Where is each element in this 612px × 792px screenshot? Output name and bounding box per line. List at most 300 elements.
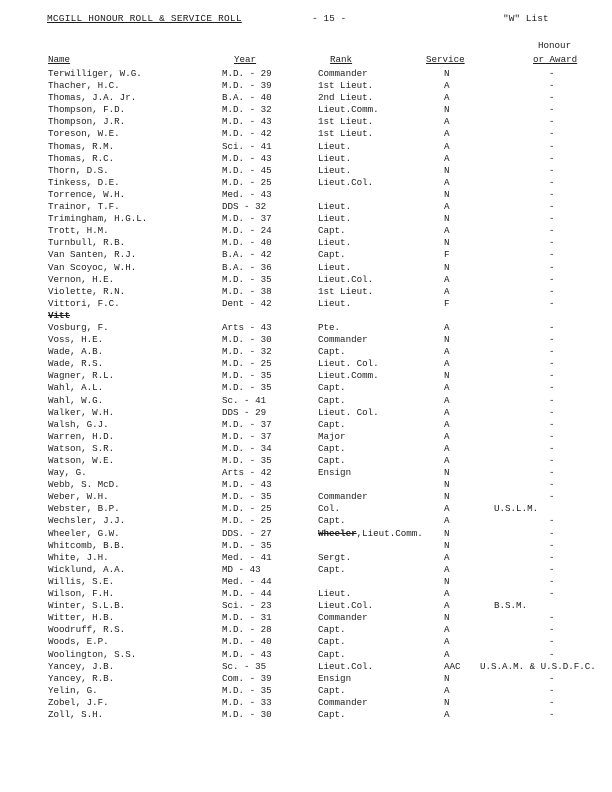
year-cell: Med. - 43 — [222, 188, 272, 200]
rank-cell: Ensign — [318, 467, 352, 479]
rank-cell: Commander — [318, 696, 368, 708]
name-cell: Van Scoyoc, W.H. — [48, 261, 137, 273]
rank-cell: Pte. — [318, 321, 341, 333]
table-row — [0, 274, 612, 286]
award-cell: - — [549, 684, 555, 696]
service-cell: A — [444, 588, 450, 600]
table-row — [0, 491, 612, 503]
rank-cell: Capt. — [318, 249, 346, 261]
award-cell: B.S.M. — [494, 600, 528, 612]
name-cell: Webster, B.P. — [48, 503, 120, 515]
rank-cell: Lieut. — [318, 297, 352, 309]
award-cell: - — [549, 321, 555, 333]
service-cell: A — [444, 116, 450, 128]
rank-cell: Lieut.Col. — [318, 176, 374, 188]
year-cell: M.D. - 35 — [222, 684, 272, 696]
year-cell: M.D. - 32 — [222, 346, 272, 358]
award-cell: - — [549, 80, 555, 92]
rank-cell: Capt. — [318, 624, 346, 636]
struck-text: Wheeler — [318, 527, 357, 539]
rank-text: Lieut.Comm. — [362, 527, 423, 539]
year-cell: M.D. - 30 — [222, 334, 272, 346]
name-cell: Thomas, R.M. — [48, 140, 115, 152]
name-cell: Thacher, H.C. — [48, 80, 120, 92]
service-cell: N — [444, 68, 450, 79]
year-cell: Sc. - 41 — [222, 394, 267, 406]
name-cell: Wahl, W.G. — [48, 394, 104, 406]
year-cell: M.D. - 43 — [222, 648, 272, 660]
award-cell: - — [549, 455, 555, 466]
table-row — [0, 322, 612, 334]
service-cell: A — [444, 201, 450, 213]
rank-cell: Capt. — [318, 648, 346, 660]
table-row — [0, 141, 612, 153]
rank-cell: Capt. — [318, 382, 346, 394]
year-cell: M.D. - 24 — [222, 225, 272, 237]
name-cell: Yancey, J.B. — [48, 660, 115, 672]
year-cell: M.D. - 37 — [222, 430, 272, 442]
award-cell: - — [549, 285, 555, 297]
table-row — [0, 624, 612, 636]
award-cell: U.S.A.M. & U.S.D.F.C. — [480, 660, 596, 672]
year-cell: M.D. - 32 — [222, 104, 272, 116]
year-cell: M.D. - 42 — [222, 128, 272, 140]
table-row — [0, 346, 612, 358]
year-cell: M.D. - 37 — [222, 418, 272, 430]
award-cell: - — [549, 176, 555, 188]
service-cell: N — [444, 575, 450, 587]
service-cell: F — [444, 249, 450, 261]
name-cell: Zobel, J.F. — [48, 696, 109, 708]
year-cell: Sci. - 23 — [222, 600, 272, 612]
service-cell: A — [444, 92, 450, 104]
service-cell: A — [444, 358, 450, 370]
year-cell: M.D. - 45 — [222, 164, 272, 176]
rank-cell: Lieut. — [318, 140, 352, 152]
award-cell: - — [549, 648, 555, 660]
name-cell: Thompson, F.D. — [48, 104, 126, 116]
service-cell: A — [444, 648, 450, 660]
service-cell: N — [444, 612, 450, 624]
service-cell: A — [444, 503, 450, 515]
year-cell: M.D. - 33 — [222, 696, 272, 708]
year-cell: M.D. - 35 — [222, 539, 272, 551]
rank-cell: Lieut.Comm. — [318, 370, 379, 382]
column-header-name: Name — [48, 54, 71, 65]
award-cell: - — [549, 491, 555, 503]
service-cell: N — [444, 261, 450, 273]
service-cell: A — [444, 442, 450, 454]
table-row — [0, 515, 612, 527]
table-row — [0, 685, 612, 697]
award-cell: - — [549, 442, 555, 454]
rank-cell — [318, 528, 423, 540]
rank-cell: Capt. — [318, 708, 346, 720]
table-row — [0, 213, 612, 225]
table-row — [0, 249, 612, 261]
award-cell: - — [549, 68, 555, 79]
service-cell: A — [444, 418, 450, 430]
name-cell: White, J.H. — [48, 551, 109, 563]
service-cell: N — [444, 491, 450, 503]
table-row — [0, 128, 612, 140]
year-cell: M.D. - 35 — [222, 370, 272, 382]
rank-cell: Commander — [318, 334, 368, 346]
award-cell: - — [549, 394, 555, 406]
award-cell: - — [549, 479, 555, 491]
award-cell: - — [549, 708, 555, 720]
name-cell: Wicklund, A.A. — [48, 563, 126, 575]
service-cell: A — [444, 636, 450, 648]
rank-cell: Commander — [318, 491, 368, 503]
service-cell: N — [444, 334, 450, 346]
service-cell: A — [444, 515, 450, 527]
year-cell: M.D. - 25 — [222, 515, 272, 527]
service-cell: A — [444, 600, 450, 612]
name-cell: Wahl, A.L. — [48, 382, 104, 394]
year-cell: M.D. - 25 — [222, 503, 272, 515]
rank-cell: Sergt. — [318, 551, 352, 563]
table-row — [0, 588, 612, 600]
column-header-year: Year — [234, 54, 257, 65]
table-row — [0, 165, 612, 177]
award-cell: - — [549, 297, 555, 309]
name-cell: Willis, S.E. — [48, 575, 115, 587]
name-cell: Yancey, R.B. — [48, 672, 115, 684]
name-cell: Woods, E.P. — [48, 636, 109, 648]
service-cell: A — [444, 128, 450, 140]
award-cell: - — [549, 370, 555, 382]
rank-cell: Lieut. — [318, 237, 352, 249]
year-cell: M.D. - 35 — [222, 491, 272, 503]
service-cell: A — [444, 80, 450, 92]
table-row — [0, 370, 612, 382]
service-cell: N — [444, 213, 450, 225]
service-cell: A — [444, 708, 450, 720]
service-cell: A — [444, 321, 450, 333]
award-cell: U.S.L.M. — [494, 503, 539, 515]
table-row — [0, 225, 612, 237]
year-cell: MD - 43 — [222, 563, 261, 575]
roll-table — [0, 68, 612, 721]
service-cell: AAC — [444, 660, 461, 672]
rank-cell: Lieut. Col. — [318, 406, 379, 418]
name-cell: Woodruff, R.S. — [48, 624, 126, 636]
service-cell: A — [444, 152, 450, 164]
table-row — [0, 92, 612, 104]
year-cell: Med. - 41 — [222, 551, 272, 563]
name-cell: Tinkess, D.E. — [48, 176, 120, 188]
service-cell: F — [444, 297, 450, 309]
name-cell: Toreson, W.E. — [48, 128, 120, 140]
name-cell: Turnbull, R.B. — [48, 237, 126, 249]
rank-cell: Commander — [318, 612, 368, 624]
rank-cell: Ensign — [318, 672, 352, 684]
service-cell: N — [444, 539, 450, 551]
name-cell: Trainor, T.F. — [48, 201, 120, 213]
table-row — [0, 116, 612, 128]
name-cell: Thompson, J.R. — [48, 116, 126, 128]
table-row — [0, 540, 612, 552]
service-cell: A — [444, 273, 450, 285]
name-cell: Warren, H.D. — [48, 430, 115, 442]
service-cell: A — [444, 394, 450, 406]
service-cell: A — [444, 624, 450, 636]
table-row — [0, 153, 612, 165]
rank-cell: Capt. — [318, 684, 346, 696]
year-cell: M.D. - 31 — [222, 612, 272, 624]
year-cell: M.D. - 29 — [222, 68, 272, 79]
rank-cell: Lieut. — [318, 201, 352, 213]
year-cell: Med. - 44 — [222, 575, 272, 587]
rank-cell: Lieut.Col. — [318, 660, 374, 672]
award-cell: - — [549, 575, 555, 587]
rank-cell: Lieut.Comm. — [318, 104, 379, 116]
service-cell: N — [444, 164, 450, 176]
award-cell: - — [549, 551, 555, 563]
rank-cell: Lieut. — [318, 261, 352, 273]
name-cell: Thomas, J.A. Jr. — [48, 92, 137, 104]
table-row — [0, 80, 612, 92]
award-cell: - — [549, 188, 555, 200]
rank-cell: 1st Lieut. — [318, 116, 374, 128]
rank-cell: Col. — [318, 503, 341, 515]
award-cell: - — [549, 152, 555, 164]
service-cell: N — [444, 479, 450, 491]
name-cell: Thorn, D.S. — [48, 164, 109, 176]
award-cell: - — [549, 672, 555, 684]
table-row — [0, 189, 612, 201]
table-row — [0, 443, 612, 455]
award-cell: - — [549, 382, 555, 394]
award-cell: - — [549, 164, 555, 176]
name-cell: Violette, R.N. — [48, 285, 126, 297]
table-row — [0, 286, 612, 298]
year-cell: Sci. - 41 — [222, 140, 272, 152]
year-cell: DDS - 32 — [222, 201, 267, 213]
name-cell: Zoll, S.H. — [48, 708, 104, 720]
name-cell: Yelin, G. — [48, 684, 98, 696]
rank-cell: Lieut.Col. — [318, 273, 374, 285]
name-cell: Watson, W.E. — [48, 455, 115, 466]
table-row — [0, 661, 612, 673]
award-cell: - — [549, 346, 555, 358]
year-cell: M.D. - 34 — [222, 442, 272, 454]
table-row — [0, 407, 612, 419]
service-cell: N — [444, 696, 450, 708]
name-cell: Wheeler, G.W. — [48, 527, 120, 539]
rank-cell: Capt. — [318, 563, 346, 575]
name-cell: Whitcomb, B.B. — [48, 539, 126, 551]
award-cell: - — [549, 261, 555, 273]
award-cell: - — [549, 225, 555, 237]
year-cell: M.D. - 35 — [222, 273, 272, 285]
award-cell: - — [549, 612, 555, 624]
year-cell: M.D. - 25 — [222, 176, 272, 188]
table-row — [0, 334, 612, 346]
page-number: - 15 - — [312, 13, 347, 24]
year-cell: Arts - 42 — [222, 467, 272, 479]
rank-cell: Capt. — [318, 515, 346, 527]
award-cell: - — [549, 92, 555, 104]
list-label: "W" List — [503, 13, 549, 24]
year-cell: Com. - 39 — [222, 672, 272, 684]
table-row — [0, 649, 612, 661]
name-cell: Terwilliger, W.G. — [48, 68, 142, 79]
name-cell: Woolington, S.S. — [48, 648, 137, 660]
table-row — [0, 564, 612, 576]
document-title: MCGILL HONOUR ROLL & SERVICE ROLL — [47, 13, 242, 24]
year-cell: M.D. - 43 — [222, 116, 272, 128]
rank-cell: 1st Lieut. — [318, 80, 374, 92]
table-row — [0, 104, 612, 116]
service-cell: N — [444, 467, 450, 479]
table-row — [0, 636, 612, 648]
table-row — [0, 600, 612, 612]
table-row — [0, 68, 612, 80]
year-cell: Sc. - 35 — [222, 660, 267, 672]
year-cell: B.A. - 36 — [222, 261, 272, 273]
name-cell: Torrence, W.H. — [48, 188, 126, 200]
rank-cell: Lieut.Col. — [318, 600, 374, 612]
award-cell: - — [549, 636, 555, 648]
service-cell: A — [444, 176, 450, 188]
service-cell: A — [444, 563, 450, 575]
column-header-award: or Award — [533, 54, 578, 65]
service-cell: A — [444, 430, 450, 442]
table-row — [0, 177, 612, 189]
name-cell: Witter, H.B. — [48, 612, 115, 624]
name-cell: Van Santen, R.J. — [48, 249, 137, 261]
year-cell: Dent - 42 — [222, 297, 272, 309]
table-row — [0, 237, 612, 249]
table-row — [0, 419, 612, 431]
year-cell: M.D. - 30 — [222, 708, 272, 720]
table-row — [0, 358, 612, 370]
table-row — [0, 455, 612, 467]
name-cell: Wilson, F.H. — [48, 588, 115, 600]
table-row — [0, 673, 612, 685]
service-cell: A — [444, 140, 450, 152]
award-cell: - — [549, 116, 555, 128]
service-cell: N — [444, 527, 450, 539]
rank-cell: Major — [318, 430, 346, 442]
rank-cell: Commander — [318, 68, 368, 79]
year-cell: M.D. - 28 — [222, 624, 272, 636]
year-cell: M.D. - 43 — [222, 152, 272, 164]
year-cell: M.D. - 35 — [222, 455, 272, 466]
name-cell: Vitt — [48, 309, 71, 321]
year-cell: M.D. - 40 — [222, 636, 272, 648]
award-cell: - — [549, 539, 555, 551]
year-cell: Arts - 43 — [222, 321, 272, 333]
service-cell: A — [444, 285, 450, 297]
year-cell: M.D. - 38 — [222, 285, 272, 297]
name-cell: Wade, R.S. — [48, 358, 104, 370]
table-row — [0, 431, 612, 443]
year-cell: DDS - 29 — [222, 406, 267, 418]
award-cell: - — [549, 527, 555, 539]
table-row — [0, 310, 612, 322]
name-cell: Vosburg, F. — [48, 321, 109, 333]
award-cell: - — [549, 128, 555, 140]
year-cell: B.A. - 42 — [222, 249, 272, 261]
rank-cell: 2nd Lieut. — [318, 92, 374, 104]
service-cell: A — [444, 551, 450, 563]
year-cell: M.D. - 37 — [222, 213, 272, 225]
year-cell: M.D. - 25 — [222, 358, 272, 370]
year-cell: M.D. - 43 — [222, 479, 272, 491]
name-cell: Trimingham, H.G.L. — [48, 213, 148, 225]
service-cell: N — [444, 188, 450, 200]
name-cell: Voss, H.E. — [48, 334, 104, 346]
year-cell: M.D. - 40 — [222, 237, 272, 249]
rank-cell: 1st Lieut. — [318, 285, 374, 297]
name-cell: Trott, H.M. — [48, 225, 109, 237]
rank-cell: Capt. — [318, 225, 346, 237]
table-row — [0, 201, 612, 213]
rank-cell: 1st Lieut. — [318, 128, 374, 140]
rank-cell: Capt. — [318, 636, 346, 648]
table-row — [0, 298, 612, 310]
table-row — [0, 697, 612, 709]
service-cell: N — [444, 104, 450, 116]
name-cell: Wechsler, J.J. — [48, 515, 126, 527]
column-header-rank: Rank — [330, 54, 353, 65]
table-row — [0, 503, 612, 515]
service-cell: N — [444, 672, 450, 684]
rank-cell: Lieut. Col. — [318, 358, 379, 370]
column-header-honour: Honour — [538, 40, 572, 51]
award-cell: - — [549, 334, 555, 346]
table-row — [0, 612, 612, 624]
award-cell: - — [549, 563, 555, 575]
award-cell: - — [549, 418, 555, 430]
table-row — [0, 467, 612, 479]
award-cell: - — [549, 624, 555, 636]
name-cell: Webb, S. McD. — [48, 479, 120, 491]
rank-cell: Lieut. — [318, 213, 352, 225]
award-cell: - — [549, 406, 555, 418]
award-cell: - — [549, 515, 555, 527]
rank-cell: Lieut. — [318, 588, 352, 600]
table-row — [0, 528, 612, 540]
service-cell: A — [444, 382, 450, 394]
name-cell: Watson, S.R. — [48, 442, 115, 454]
award-cell: - — [549, 249, 555, 261]
service-cell: A — [444, 346, 450, 358]
rank-cell: Lieut. — [318, 152, 352, 164]
award-cell: - — [549, 213, 555, 225]
name-cell: Walker, W.H. — [48, 406, 115, 418]
year-cell: B.A. - 40 — [222, 92, 272, 104]
table-row — [0, 382, 612, 394]
award-cell: - — [549, 201, 555, 213]
table-row — [0, 262, 612, 274]
service-cell: A — [444, 684, 450, 696]
service-cell: A — [444, 455, 450, 466]
table-row — [0, 709, 612, 721]
name-cell: Wade, A.B. — [48, 346, 104, 358]
service-cell: N — [444, 370, 450, 382]
name-cell: Way, G. — [48, 467, 87, 479]
award-cell: - — [549, 430, 555, 442]
name-cell: Walsh, G.J. — [48, 418, 109, 430]
separator: , — [356, 527, 363, 539]
award-cell: - — [549, 104, 555, 116]
award-cell: - — [549, 467, 555, 479]
table-row — [0, 552, 612, 564]
